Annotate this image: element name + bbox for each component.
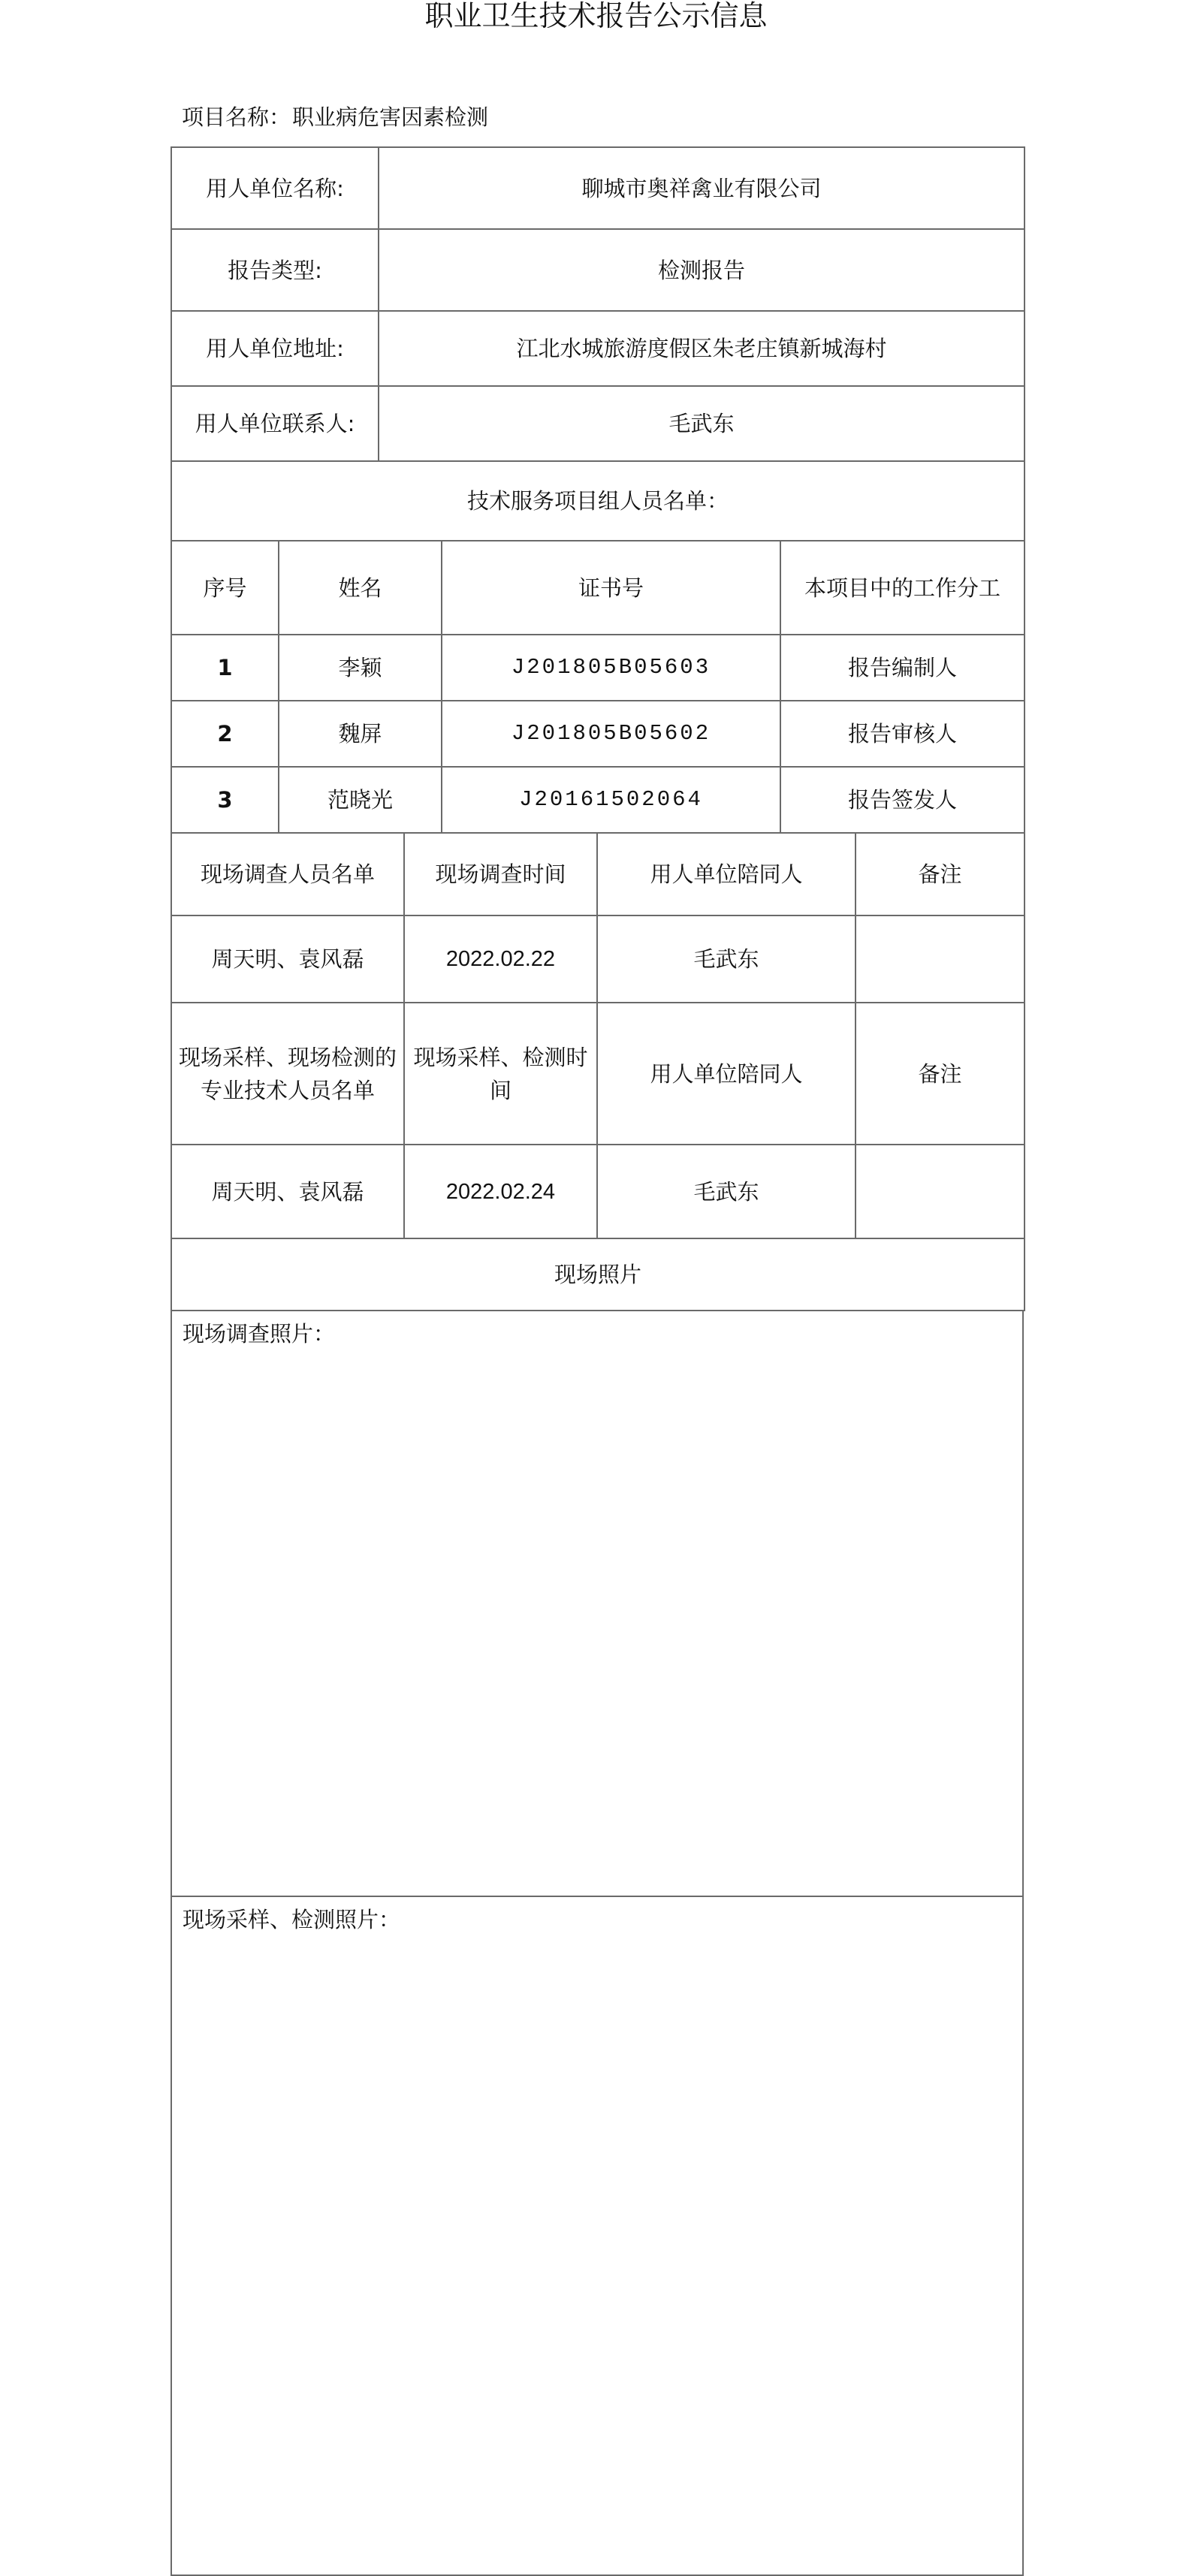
team-row-cert: J201805B05602 [442, 701, 780, 767]
team-heading: 技术服务项目组人员名单： [171, 461, 1025, 541]
report-type-label: 报告类型: [171, 229, 379, 311]
sampling-col-staff: 现场采样、现场检测的专业技术人员名单 [171, 1003, 404, 1145]
table-row [171, 635, 1025, 701]
team-row-role: 报告签发人 [780, 767, 1025, 833]
survey-note [856, 915, 1025, 1003]
survey-table [171, 832, 1025, 1311]
employer-contact-label: 用人单位联系人: [171, 386, 379, 461]
page-title: 职业卫生技术报告公示信息 [424, 0, 768, 32]
sampling-col-time: 现场采样、检测时间 [404, 1003, 597, 1145]
team-row-cert: J201805B05603 [442, 635, 780, 701]
info-row-employer-contact [171, 386, 1025, 461]
sampling-col-note: 备注 [856, 1003, 1025, 1145]
table-row [171, 1145, 1025, 1238]
report-type-value: 检测报告 [379, 229, 1025, 311]
info-table [171, 146, 1025, 462]
sampling-header-row [171, 1003, 1025, 1145]
sampling-staff: 周天明、袁风磊 [171, 1145, 404, 1238]
survey-time: 2022.02.22 [404, 915, 597, 1003]
survey-companion: 毛武东 [597, 915, 856, 1003]
team-col-role: 本项目中的工作分工 [780, 541, 1025, 635]
table-row [171, 915, 1025, 1003]
team-heading-row [171, 461, 1025, 541]
employer-address-value: 江北水城旅游度假区朱老庄镇新城海村 [379, 311, 1025, 386]
survey-photo-caption: 现场调查照片： [183, 1321, 336, 1347]
photos-heading-row [171, 1238, 1025, 1311]
survey-col-companion: 用人单位陪同人 [597, 833, 856, 915]
sampling-time: 2022.02.24 [404, 1145, 597, 1238]
sampling-photo-caption: 现场采样、检测照片： [183, 1907, 401, 1932]
employer-contact-value: 毛武东 [379, 386, 1025, 461]
team-row-name: 李颖 [279, 635, 442, 701]
team-table [171, 460, 1025, 834]
info-row-report-type [171, 229, 1025, 311]
team-row-no: 2 [171, 701, 279, 767]
team-row-role: 报告编制人 [780, 635, 1025, 701]
team-row-name: 范晓光 [279, 767, 442, 833]
survey-col-note: 备注 [856, 833, 1025, 915]
survey-photo-area [171, 1310, 1024, 1897]
project-line [182, 101, 488, 134]
team-row-name: 魏屏 [279, 701, 442, 767]
table-row [171, 701, 1025, 767]
info-row-employer-name [171, 147, 1025, 229]
project-label: 项目名称： [182, 104, 291, 130]
team-row-no: 3 [171, 767, 279, 833]
sampling-note [856, 1145, 1025, 1238]
team-col-no: 序号 [171, 541, 279, 635]
survey-col-time: 现场调查时间 [404, 833, 597, 915]
team-col-name: 姓名 [279, 541, 442, 635]
team-header-row [171, 541, 1025, 635]
team-row-role: 报告审核人 [780, 701, 1025, 767]
project-value: 职业病危害因素检测 [292, 104, 489, 130]
info-row-employer-address [171, 311, 1025, 386]
team-row-no: 1 [171, 635, 279, 701]
employer-address-label: 用人单位地址: [171, 311, 379, 386]
photos-heading: 现场照片 [171, 1238, 1025, 1311]
team-col-cert: 证书号 [442, 541, 780, 635]
table-row [171, 767, 1025, 833]
team-row-cert: J20161502064 [442, 767, 780, 833]
employer-name-value: 聊城市奥祥禽业有限公司 [379, 147, 1025, 229]
sampling-col-companion: 用人单位陪同人 [597, 1003, 856, 1145]
survey-header-row [171, 833, 1025, 915]
sampling-companion: 毛武东 [597, 1145, 856, 1238]
survey-col-staff: 现场调查人员名单 [171, 833, 404, 915]
sampling-photo-area [171, 1896, 1024, 2576]
employer-name-label: 用人单位名称: [171, 147, 379, 229]
survey-staff: 周天明、袁风磊 [171, 915, 404, 1003]
